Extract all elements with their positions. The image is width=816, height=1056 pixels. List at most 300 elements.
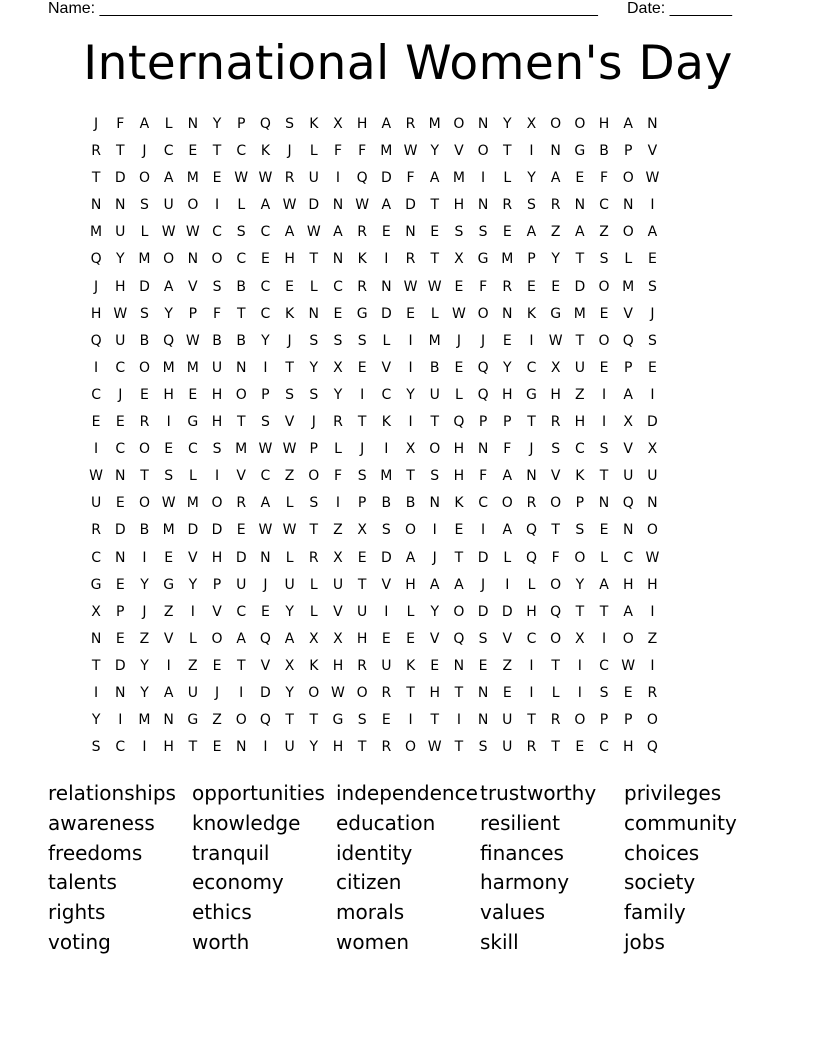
- grid-letter: I: [190, 603, 195, 620]
- grid-letter: W: [621, 657, 636, 674]
- grid-letter: L: [551, 684, 560, 701]
- grid-letter: C: [623, 549, 634, 566]
- grid-row: [84, 249, 665, 276]
- grid-letter: H: [332, 657, 344, 674]
- grid-letter: E: [599, 522, 609, 539]
- grid-letter: F: [116, 116, 125, 132]
- grid-letter: N: [429, 495, 440, 512]
- grid-letter: I: [601, 386, 607, 403]
- grid-letter: W: [282, 197, 297, 214]
- grid-letter: N: [622, 197, 634, 214]
- grid-letter: M: [452, 170, 465, 187]
- grid-letter: D: [477, 603, 489, 620]
- grid-letter: N: [598, 495, 610, 512]
- word-bank-item: independence: [336, 781, 478, 805]
- grid-letter: Z: [139, 630, 150, 647]
- grid-letter: Q: [622, 332, 634, 349]
- grid-letter: Y: [430, 603, 439, 620]
- grid-letter: U: [90, 495, 102, 512]
- grid-letter: T: [91, 170, 101, 187]
- grid-letter: Q: [646, 739, 658, 756]
- grid-letter: O: [550, 576, 562, 593]
- grid-letter: I: [481, 170, 486, 187]
- word-bank-item: jobs: [624, 929, 665, 954]
- grid-letter: E: [406, 630, 415, 647]
- grid-letter: R: [550, 414, 561, 431]
- grid-letter: S: [260, 414, 270, 431]
- grid-letter: C: [163, 143, 174, 160]
- grid-letter: R: [381, 684, 392, 701]
- grid-letter: Y: [430, 143, 439, 160]
- grid-row: [84, 412, 665, 439]
- grid-letter: W: [355, 197, 370, 214]
- grid-letter: D: [380, 305, 392, 322]
- grid-letter: R: [357, 224, 368, 241]
- grid-letter: N: [332, 251, 344, 268]
- grid-letter: I: [214, 197, 220, 214]
- word-bank-item: ethics: [192, 900, 252, 925]
- grid-letter: N: [477, 116, 489, 132]
- grid-letter: T: [503, 143, 512, 160]
- grid-letter: I: [601, 630, 607, 647]
- grid-letter: M: [380, 143, 393, 160]
- grid-letter: E: [430, 657, 440, 674]
- grid-letter: I: [408, 332, 413, 349]
- grid-letter: E: [91, 414, 101, 431]
- grid-letter: N: [260, 549, 271, 566]
- grid-letter: T: [551, 739, 560, 756]
- grid-letter: Z: [647, 630, 658, 647]
- grid-letter: S: [599, 684, 609, 701]
- grid-row: [84, 710, 665, 737]
- word-bank-item: family: [624, 900, 686, 925]
- grid-letter: L: [140, 224, 149, 241]
- grid-letter: P: [261, 386, 270, 403]
- grid-letter: O: [405, 522, 417, 539]
- grid-letter: I: [239, 684, 244, 701]
- grid-letter: A: [575, 224, 585, 241]
- grid-letter: C: [599, 657, 609, 674]
- grid-letter: U: [574, 359, 585, 376]
- grid-letter: E: [236, 522, 246, 539]
- grid-letter: W: [113, 305, 128, 322]
- grid-letter: Q: [525, 549, 537, 566]
- grid-row: [84, 548, 665, 575]
- grid-row: [84, 114, 665, 141]
- word-bank-item: education: [336, 810, 436, 835]
- grid-letter: M: [622, 278, 635, 295]
- grid-letter: W: [282, 522, 297, 539]
- grid-letter: F: [333, 143, 342, 160]
- grid-letter: M: [501, 251, 514, 268]
- grid-letter: S: [140, 197, 149, 214]
- word-bank-item: identity: [336, 840, 413, 865]
- grid-letter: W: [258, 170, 273, 187]
- word-bank-item: citizen: [336, 870, 402, 895]
- grid-letter: A: [139, 116, 150, 132]
- grid-letter: J: [311, 414, 316, 431]
- grid-letter: E: [647, 251, 657, 268]
- grid-letter: Y: [188, 576, 198, 593]
- word-bank-item: harmony: [480, 870, 570, 895]
- grid-letter: Q: [356, 170, 368, 187]
- grid-letter: F: [600, 170, 609, 187]
- grid-letter: V: [429, 630, 440, 647]
- grid-letter: W: [185, 332, 200, 349]
- grid-letter: C: [381, 386, 392, 403]
- grid-letter: Z: [188, 657, 198, 674]
- grid-letter: R: [236, 495, 247, 512]
- grid-letter: S: [599, 251, 609, 268]
- grid-letter: E: [551, 278, 561, 295]
- grid-letter: N: [574, 197, 586, 214]
- grid-letter: E: [527, 278, 536, 295]
- grid-letter: F: [551, 549, 560, 566]
- grid-letter: S: [333, 332, 343, 349]
- grid-letter: G: [187, 712, 199, 729]
- grid-letter: E: [115, 630, 125, 647]
- word-bank-item: voting: [48, 929, 111, 954]
- grid-letter: T: [309, 522, 319, 539]
- grid-letter: Y: [212, 116, 222, 132]
- grid-letter: T: [430, 414, 439, 431]
- grid-letter: Y: [309, 739, 319, 756]
- grid-letter: F: [333, 468, 342, 485]
- grid-letter: A: [429, 576, 440, 593]
- grid-letter: N: [308, 305, 320, 322]
- grid-letter: U: [623, 468, 634, 485]
- grid-letter: N: [235, 359, 247, 376]
- grid-letter: I: [529, 332, 534, 349]
- grid-letter: V: [381, 576, 392, 593]
- grid-letter: J: [287, 332, 292, 349]
- grid-letter: O: [163, 251, 175, 268]
- grid-letter: Q: [622, 495, 634, 512]
- grid-letter: L: [600, 549, 608, 566]
- grid-letter: E: [454, 522, 464, 539]
- grid-letter: A: [623, 116, 633, 132]
- grid-letter: N: [453, 657, 465, 674]
- grid-letter: I: [408, 712, 413, 729]
- grid-letter: C: [260, 305, 271, 322]
- grid-letter: I: [650, 386, 655, 403]
- grid-letter: D: [647, 414, 658, 431]
- grid-letter: T: [551, 657, 560, 674]
- grid-row: [84, 737, 665, 764]
- grid-letter: C: [91, 386, 101, 403]
- grid-letter: F: [479, 468, 488, 485]
- grid-letter: N: [381, 278, 392, 295]
- grid-letter: V: [212, 603, 222, 620]
- grid-letter: G: [332, 712, 344, 729]
- grid-letter: K: [357, 251, 367, 268]
- grid-letter: X: [550, 359, 561, 376]
- grid-letter: X: [333, 630, 343, 647]
- grid-letter: A: [381, 116, 392, 132]
- grid-letter: Y: [575, 576, 585, 593]
- grid-row: [84, 493, 665, 520]
- grid-row: [84, 195, 665, 222]
- grid-letter: T: [454, 684, 464, 701]
- grid-letter: E: [406, 305, 415, 322]
- grid-letter: P: [212, 576, 222, 593]
- grid-letter: J: [360, 441, 365, 458]
- grid-row: [84, 304, 665, 331]
- grid-letter: T: [236, 305, 246, 322]
- grid-letter: U: [502, 739, 513, 756]
- grid-letter: S: [478, 630, 488, 647]
- grid-letter: P: [116, 603, 125, 620]
- grid-letter: L: [624, 251, 633, 268]
- grid-letter: A: [502, 468, 513, 485]
- grid-letter: W: [403, 278, 418, 295]
- grid-letter: H: [622, 576, 634, 593]
- grid-letter: W: [161, 224, 176, 241]
- grid-letter: O: [453, 116, 465, 132]
- grid-letter: M: [428, 332, 441, 349]
- grid-letter: P: [503, 414, 512, 431]
- grid-letter: B: [212, 332, 222, 349]
- grid-letter: E: [333, 305, 343, 322]
- grid-letter: P: [236, 116, 246, 132]
- grid-letter: S: [454, 224, 464, 241]
- grid-letter: H: [453, 441, 465, 458]
- grid-letter: Y: [140, 576, 149, 593]
- grid-letter: V: [623, 441, 633, 458]
- grid-letter: E: [260, 251, 270, 268]
- grid-row: [84, 277, 665, 304]
- word-bank-item: skill: [480, 929, 519, 954]
- grid-row: [84, 575, 665, 602]
- grid-letter: W: [185, 224, 200, 241]
- grid-letter: X: [405, 441, 416, 458]
- grid-letter: E: [357, 359, 367, 376]
- grid-letter: T: [551, 522, 560, 539]
- grid-letter: W: [403, 143, 418, 160]
- grid-letter: W: [427, 278, 442, 295]
- grid-letter: T: [357, 576, 367, 593]
- grid-letter: R: [405, 116, 416, 132]
- date-field-label: Date: _______: [627, 0, 732, 17]
- grid-letter: T: [285, 712, 294, 729]
- grid-letter: P: [188, 305, 198, 322]
- grid-letter: U: [115, 224, 126, 241]
- grid-letter: S: [309, 332, 319, 349]
- grid-letter: L: [285, 495, 294, 512]
- grid-letter: P: [357, 495, 367, 512]
- word-bank-item: freedoms: [48, 840, 143, 865]
- grid-letter: W: [548, 332, 563, 349]
- grid-letter: C: [260, 278, 271, 295]
- grid-letter: E: [381, 630, 391, 647]
- grid-row: [84, 358, 665, 385]
- grid-letter: P: [623, 143, 633, 160]
- grid-letter: R: [502, 278, 513, 295]
- grid-letter: W: [258, 441, 273, 458]
- grid-letter: K: [381, 414, 391, 431]
- grid-letter: I: [577, 684, 582, 701]
- word-bank-item: morals: [336, 900, 405, 925]
- grid-letter: Y: [333, 386, 343, 403]
- grid-letter: E: [623, 684, 633, 701]
- grid-letter: J: [94, 116, 99, 132]
- grid-letter: U: [357, 603, 368, 620]
- grid-letter: E: [212, 739, 222, 756]
- grid-letter: O: [574, 116, 586, 132]
- grid-letter: B: [381, 495, 392, 512]
- grid-letter: W: [451, 305, 466, 322]
- grid-letter: Y: [503, 116, 512, 132]
- word-bank-item: resilient: [480, 810, 560, 835]
- grid-letter: E: [599, 359, 609, 376]
- grid-letter: V: [381, 359, 392, 376]
- grid-letter: R: [405, 251, 416, 268]
- grid-letter: C: [236, 251, 247, 268]
- grid-letter: C: [187, 441, 198, 458]
- grid-letter: B: [139, 522, 150, 539]
- grid-letter: L: [455, 386, 463, 403]
- grid-letter: E: [599, 305, 609, 322]
- grid-letter: U: [502, 712, 513, 729]
- grid-letter: N: [187, 251, 199, 268]
- grid-letter: U: [115, 332, 126, 349]
- grid-row: [84, 602, 665, 629]
- grid-letter: U: [429, 386, 440, 403]
- word-bank-item: relationships: [48, 781, 176, 805]
- grid-letter: T: [116, 143, 125, 160]
- grid-row: [84, 385, 665, 412]
- grid-letter: Q: [163, 332, 175, 349]
- grid-letter: U: [187, 684, 198, 701]
- grid-letter: F: [479, 278, 488, 295]
- grid-letter: M: [90, 224, 103, 241]
- grid-letter: S: [647, 278, 657, 295]
- grid-letter: C: [212, 224, 222, 241]
- grid-letter: R: [333, 414, 343, 431]
- grid-letter: T: [236, 414, 246, 431]
- grid-letter: B: [139, 332, 150, 349]
- grid-letter: C: [236, 143, 247, 160]
- grid-letter: I: [384, 441, 389, 458]
- grid-letter: I: [142, 739, 147, 756]
- grid-letter: T: [309, 712, 319, 729]
- grid-letter: O: [550, 116, 562, 132]
- grid-letter: N: [477, 684, 489, 701]
- grid-letter: W: [258, 522, 273, 539]
- grid-letter: E: [357, 549, 367, 566]
- word-bank-item: rights: [48, 900, 106, 925]
- grid-letter: R: [550, 712, 561, 729]
- grid-letter: T: [430, 251, 439, 268]
- grid-letter: O: [477, 143, 489, 160]
- grid-letter: P: [575, 495, 585, 512]
- word-bank-item: opportunities: [192, 781, 325, 805]
- grid-letter: C: [478, 495, 488, 512]
- grid-letter: N: [477, 197, 489, 214]
- grid-letter: N: [405, 224, 416, 241]
- grid-letter: U: [284, 739, 295, 756]
- grid-letter: Y: [140, 657, 149, 674]
- grid-letter: C: [526, 359, 537, 376]
- grid-letter: S: [285, 116, 295, 132]
- grid-letter: V: [236, 468, 246, 485]
- grid-letter: J: [118, 386, 123, 403]
- grid-letter: I: [456, 712, 461, 729]
- grid-letter: H: [647, 576, 658, 593]
- grid-letter: H: [453, 197, 465, 214]
- grid-letter: R: [139, 414, 150, 431]
- grid-letter: U: [284, 576, 295, 593]
- grid-letter: I: [214, 468, 220, 485]
- grid-letter: D: [235, 549, 247, 566]
- grid-letter: N: [647, 116, 658, 132]
- grid-letter: S: [236, 224, 246, 241]
- grid-letter: I: [360, 386, 365, 403]
- grid-letter: T: [575, 603, 585, 620]
- grid-letter: T: [285, 359, 294, 376]
- grid-letter: R: [550, 197, 561, 214]
- grid-letter: V: [284, 414, 295, 431]
- grid-letter: T: [599, 468, 609, 485]
- grid-letter: O: [646, 522, 658, 539]
- grid-letter: V: [163, 630, 174, 647]
- grid-letter: Q: [259, 712, 271, 729]
- grid-letter: E: [478, 657, 488, 674]
- word-bank-item: choices: [624, 840, 700, 865]
- grid-letter: M: [138, 712, 151, 729]
- grid-letter: H: [356, 116, 368, 132]
- grid-letter: J: [94, 278, 99, 295]
- grid-letter: N: [526, 468, 537, 485]
- grid-letter: I: [166, 657, 171, 674]
- grid-letter: H: [211, 386, 223, 403]
- grid-letter: E: [430, 224, 440, 241]
- grid-letter: O: [138, 495, 150, 512]
- grid-letter: G: [550, 305, 562, 322]
- grid-letter: L: [527, 576, 536, 593]
- grid-letter: I: [601, 414, 607, 431]
- grid-letter: R: [357, 278, 368, 295]
- grid-letter: H: [211, 414, 223, 431]
- grid-letter: E: [188, 143, 198, 160]
- grid-letter: O: [574, 549, 586, 566]
- grid-letter: U: [647, 468, 658, 485]
- grid-letter: Q: [550, 603, 562, 620]
- grid-letter: S: [381, 522, 391, 539]
- grid-letter: T: [188, 739, 198, 756]
- grid-letter: W: [331, 684, 345, 701]
- grid-letter: Y: [261, 332, 270, 349]
- grid-letter: G: [163, 576, 175, 593]
- grid-row: [84, 439, 665, 466]
- grid-letter: E: [115, 576, 125, 593]
- grid-letter: H: [163, 386, 174, 403]
- grid-letter: I: [650, 657, 655, 674]
- grid-letter: G: [574, 143, 586, 160]
- grid-letter: X: [454, 251, 464, 268]
- grid-letter: C: [91, 549, 101, 566]
- grid-letter: N: [90, 630, 102, 647]
- grid-letter: I: [650, 603, 655, 620]
- grid-letter: A: [163, 684, 174, 701]
- grid-letter: A: [333, 224, 343, 241]
- grid-letter: Q: [453, 630, 465, 647]
- grid-letter: N: [550, 143, 561, 160]
- grid-letter: D: [405, 197, 416, 214]
- grid-letter: O: [187, 197, 199, 214]
- grid-letter: A: [454, 576, 464, 593]
- grid-letter: I: [529, 143, 534, 160]
